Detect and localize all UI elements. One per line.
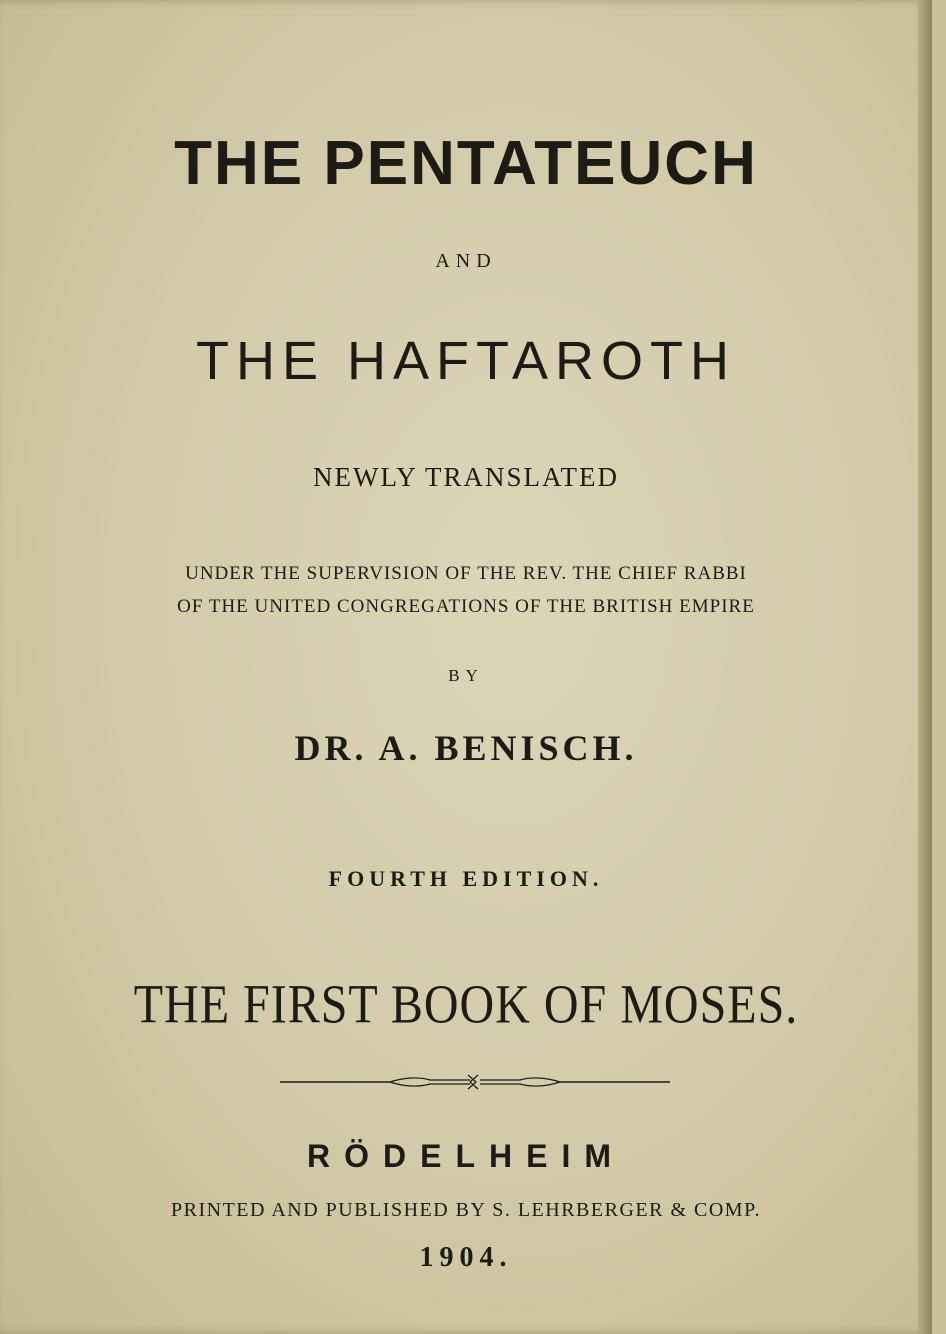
ornamental-rule <box>280 1070 670 1094</box>
author-name: DR. A. BENISCH. <box>294 728 638 768</box>
book-title: THE FIRST BOOK OF MOSES. <box>133 974 799 1035</box>
title-line-1: THE PENTATEUCH <box>174 129 758 198</box>
edition: FOURTH EDITION. <box>328 866 604 891</box>
by-line: BY <box>448 666 484 685</box>
subtitle: NEWLY TRANSLATED <box>312 462 620 492</box>
supervision-line-1: UNDER THE SUPERVISION OF THE REV. THE CHIEF RABBI <box>185 563 747 584</box>
place: RÖDELHEIM <box>307 1138 625 1174</box>
year: 1904. <box>419 1242 513 1273</box>
title-conjunction: AND <box>435 250 497 272</box>
supervision-line-2: OF THE UNITED CONGREGATIONS OF THE BRITISH EMPIRE <box>177 596 755 617</box>
title-line-2: THE HAFTAROTH <box>196 331 736 391</box>
printer: PRINTED AND PUBLISHED BY S. LEHRBERGER & COMP. <box>171 1199 761 1221</box>
